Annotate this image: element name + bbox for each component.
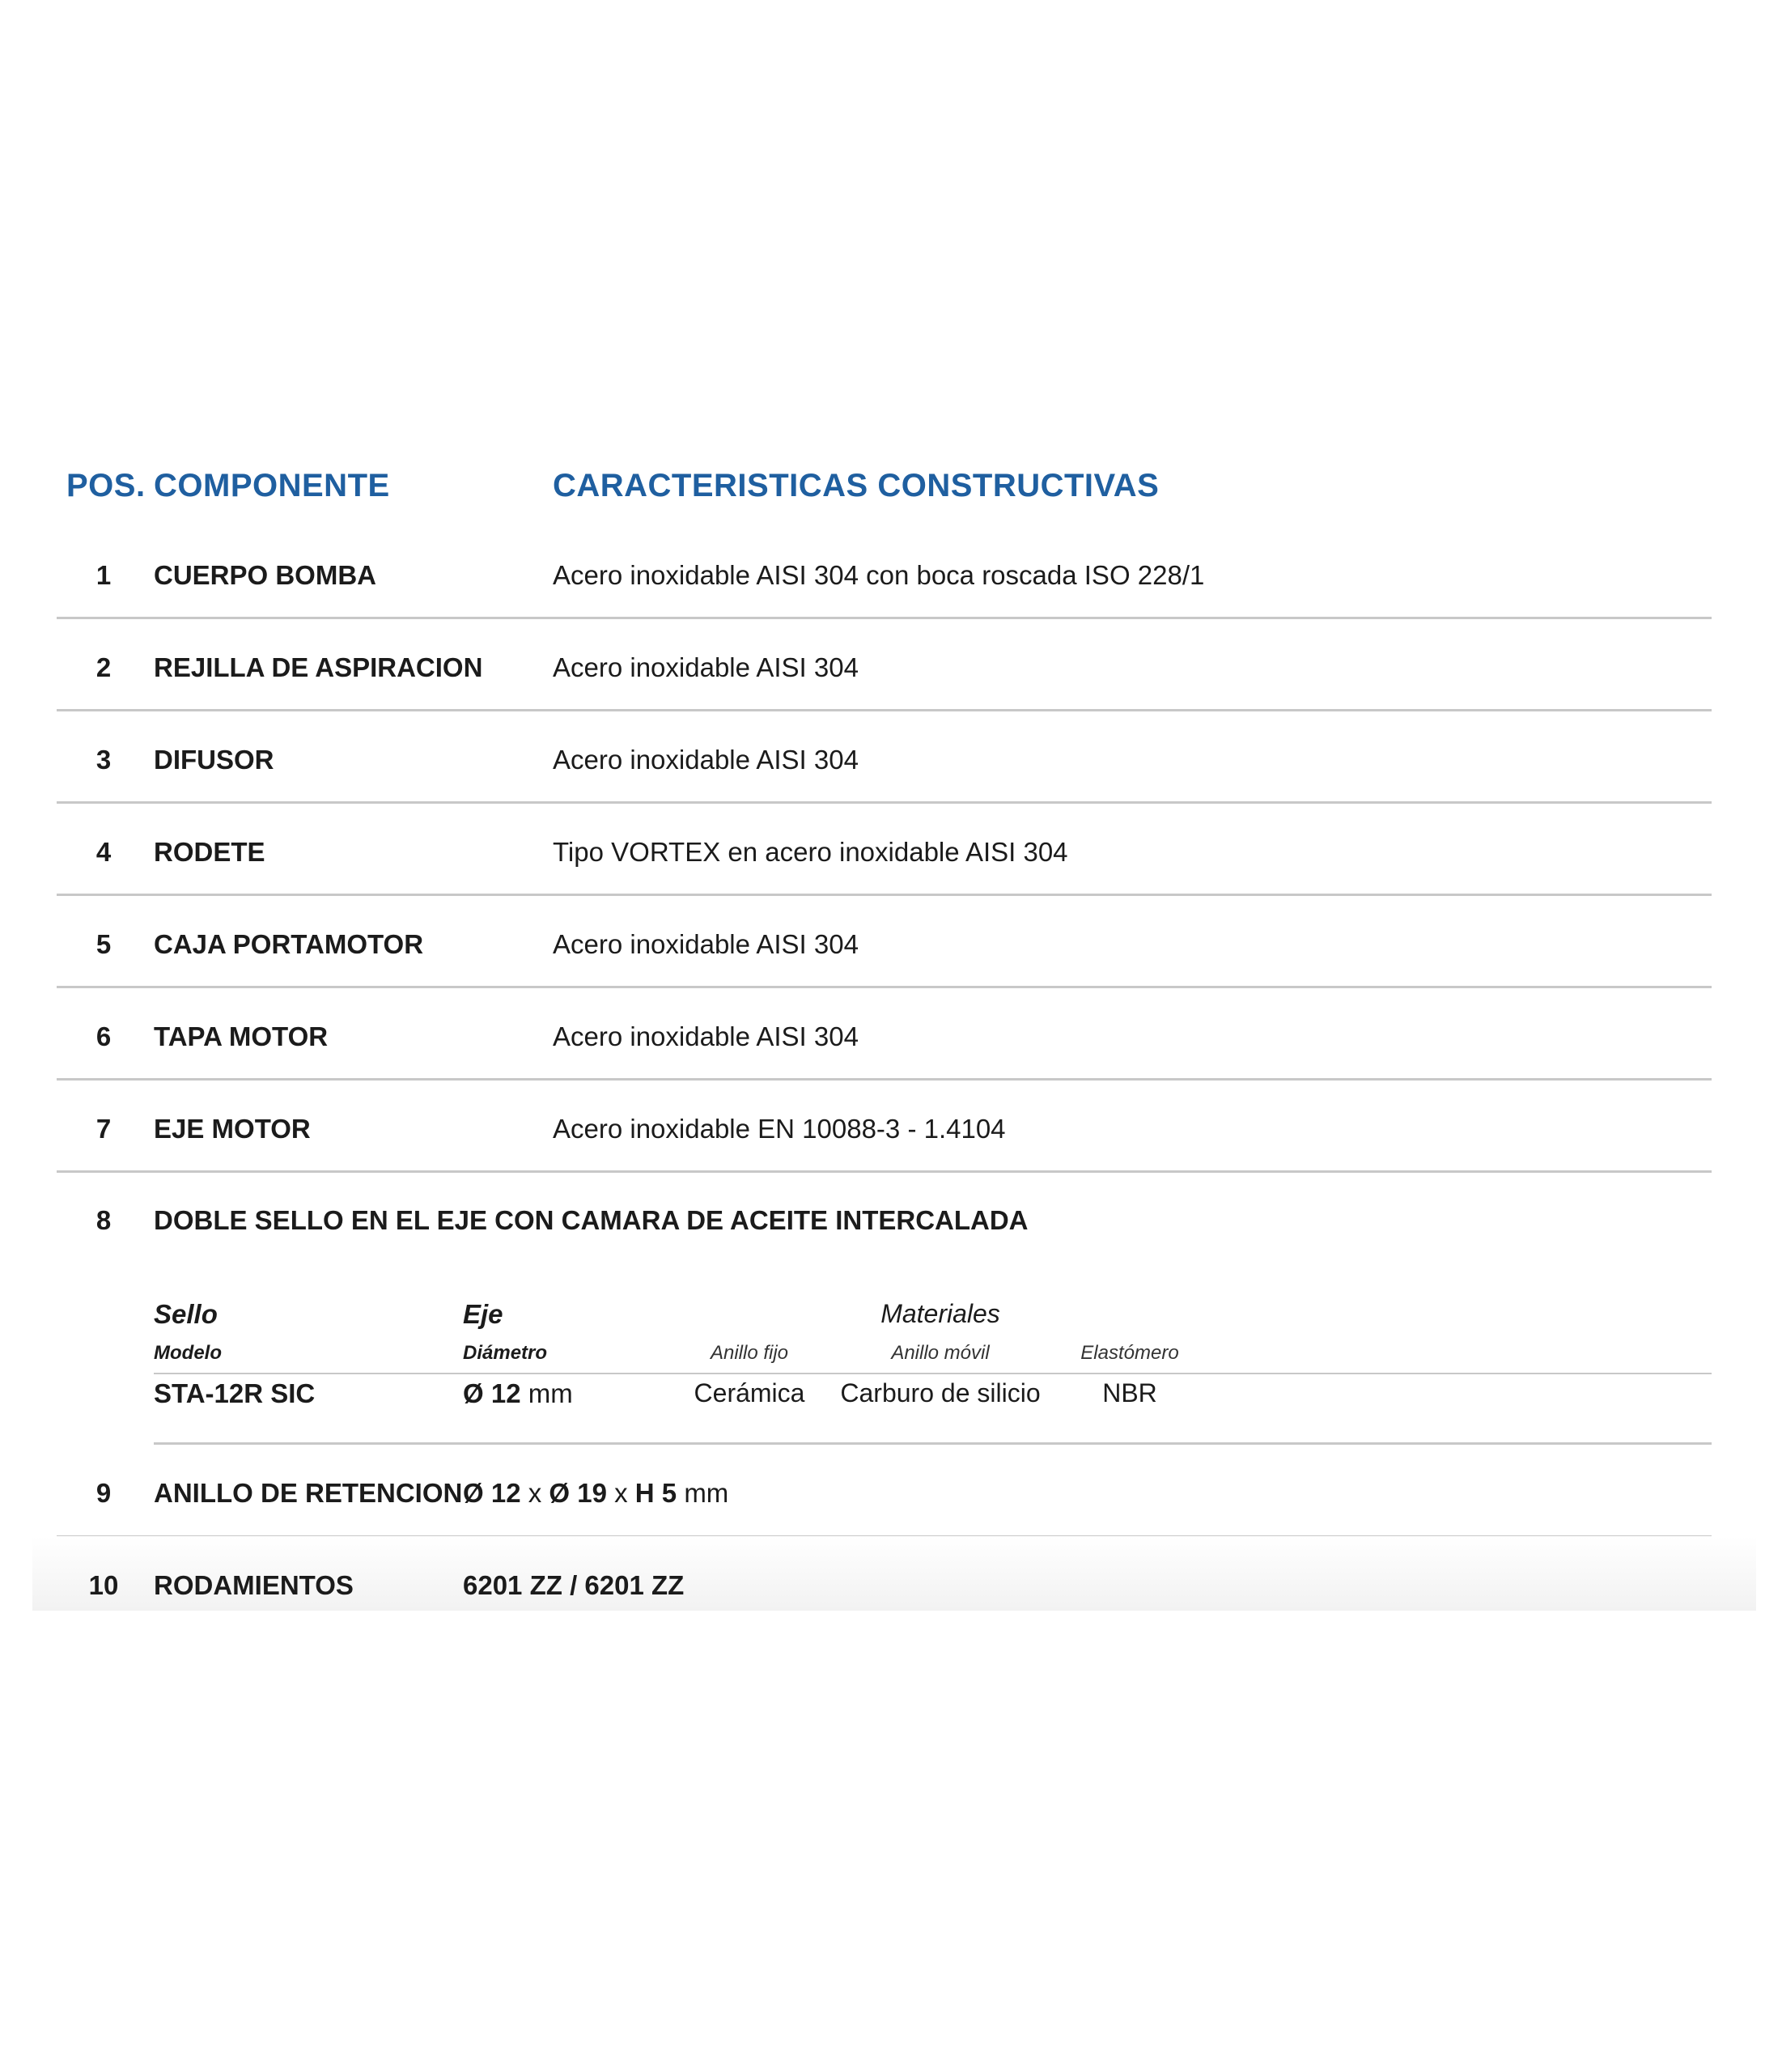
seal-value-anillo-movil: Carburo de silicio — [840, 1378, 1041, 1408]
row-descripcion: Acero inoxidable EN 10088-3 - 1.4104 — [553, 1114, 1006, 1144]
header-pos: POS. — [66, 468, 146, 503]
row-divider — [57, 1078, 1712, 1081]
seal-header-materiales: Materiales — [880, 1299, 1000, 1328]
row-descripcion: Acero inoxidable AISI 304 — [553, 1021, 859, 1051]
seal-subheader-anillo-movil: Anillo móvil — [891, 1342, 990, 1364]
seal-header-eje: Eje — [463, 1299, 503, 1329]
row-componente: REJILLA DE ASPIRACION — [154, 652, 483, 682]
seal-value-modelo: STA-12R SIC — [154, 1378, 316, 1408]
row-componente: ANILLO DE RETENCION — [154, 1478, 463, 1508]
header-componente: COMPONENTE — [154, 468, 390, 503]
seal-subheader-anillo-fijo: Anillo fijo — [710, 1342, 789, 1364]
row-valor: 6201 ZZ / 6201 ZZ — [463, 1570, 685, 1600]
dim-height: H 5 — [634, 1478, 677, 1508]
retaining-ring-dimensions — [463, 1478, 728, 1509]
dim-outer: Ø 19 — [549, 1478, 607, 1508]
row-descripcion: Acero inoxidable AISI 304 con boca roscada ISO 228/1 — [553, 560, 1205, 590]
row-componente: RODAMIENTOS — [154, 1570, 354, 1600]
row-divider — [154, 1442, 1712, 1445]
row-descripcion: Acero inoxidable AISI 304 — [553, 929, 859, 959]
row-componente: DOBLE SELLO EN EL EJE CON CAMARA DE ACEITE INTERCALADA — [154, 1205, 1029, 1235]
row-componente: CAJA PORTAMOTOR — [154, 929, 424, 959]
diametro-value: 12 — [490, 1378, 521, 1408]
header-caracteristicas: CARACTERISTICAS CONSTRUCTIVAS — [553, 468, 1160, 503]
diametro-unit: mm — [528, 1378, 573, 1408]
row-pos: 10 — [88, 1570, 119, 1600]
seal-value-elastomero: NBR — [1102, 1378, 1157, 1408]
seal-subheader-elastomero: Elastómero — [1080, 1342, 1179, 1364]
seal-header-sello: Sello — [154, 1299, 218, 1329]
row-pos: 2 — [95, 652, 112, 682]
seal-subheader-modelo: Modelo — [154, 1342, 222, 1364]
row-divider — [57, 986, 1712, 988]
row-divider — [57, 709, 1712, 711]
row-pos: 5 — [95, 929, 112, 959]
row-componente: TAPA MOTOR — [154, 1021, 329, 1051]
row-pos: 7 — [95, 1114, 112, 1144]
row-componente: EJE MOTOR — [154, 1114, 311, 1144]
seal-value-diametro — [463, 1378, 573, 1409]
row-componente: DIFUSOR — [154, 745, 274, 775]
row-descripcion: Acero inoxidable AISI 304 — [553, 652, 859, 682]
row-divider — [57, 617, 1712, 619]
dim-x: x — [614, 1478, 628, 1508]
dim-x: x — [528, 1478, 542, 1508]
row-pos: 6 — [95, 1021, 112, 1051]
row-pos: 8 — [95, 1205, 112, 1235]
row-componente: CUERPO BOMBA — [154, 560, 377, 590]
seal-value-anillo-fijo: Cerámica — [694, 1378, 805, 1408]
row-pos: 1 — [95, 560, 112, 590]
row-descripcion: Tipo VORTEX en acero inoxidable AISI 304 — [553, 837, 1068, 867]
row-componente: RODETE — [154, 837, 265, 867]
row-divider — [57, 1170, 1712, 1173]
row-divider — [57, 801, 1712, 804]
row-pos: 3 — [95, 745, 112, 775]
row-pos: 4 — [95, 837, 112, 867]
diametro-symbol: Ø — [463, 1378, 484, 1408]
row-descripcion: Acero inoxidable AISI 304 — [553, 745, 859, 775]
dim-unit: mm — [684, 1478, 729, 1508]
seal-subheader-diametro: Diámetro — [463, 1342, 548, 1364]
row-divider — [57, 894, 1712, 896]
dim-inner: Ø 12 — [463, 1478, 521, 1508]
seal-table-divider — [154, 1373, 1712, 1374]
row-pos: 9 — [95, 1478, 112, 1508]
